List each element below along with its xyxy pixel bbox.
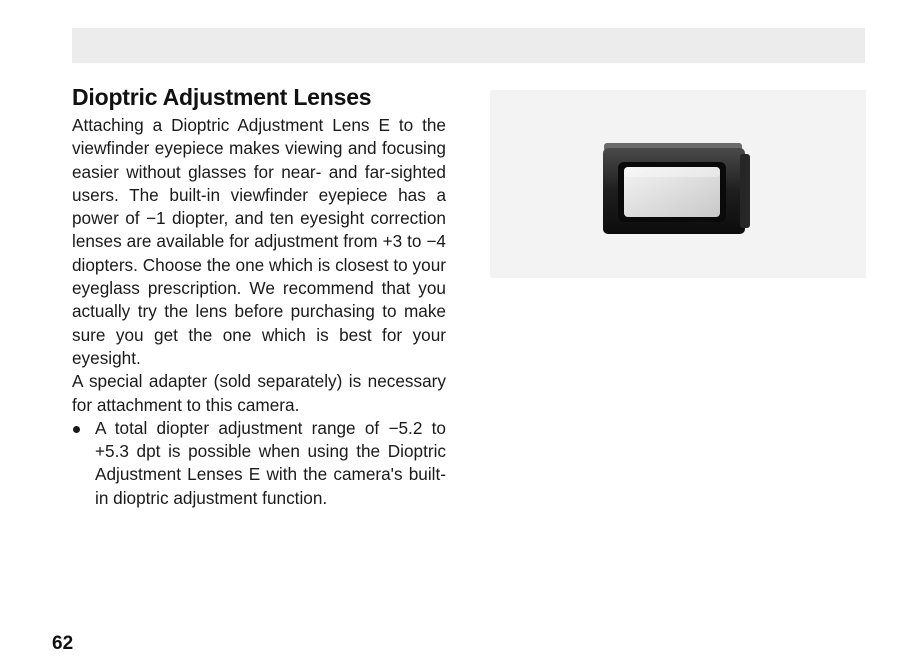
bullet-item (72, 417, 446, 510)
paragraph-adapter: A special adapter (sold separately) is necessary for attachment to this camera. (72, 371, 446, 415)
paragraph-intro: Attaching a Dioptric Adjustment Lens E to the viewfinder eyepiece makes viewing and focusing easier without glasses for near- and far-sighted users. The built-in viewfinder eyepiece has a power of −1 diopter, and ten eyesight correction lenses are available for adjustment from +3 to −4 diopters. Choose the one which is closest to your eyeglass prescription. We recommend that you actually try the lens before purchasing to make sure you get the one which is best for your eyesight. (72, 115, 446, 368)
page-number: 62 (52, 633, 74, 654)
dioptric-lens-illustration (602, 140, 752, 234)
page-title: Dioptric Adjustment Lenses (72, 84, 372, 110)
header-band (72, 28, 865, 63)
bullet-text: A total diopter adjustment range of −5.2 to +5.3 dpt is possible when using the Dioptric Adjustment Lenses E with the camera's built-in dioptric adjustment function. (95, 417, 446, 508)
bullet-dot-icon (73, 426, 80, 433)
body-text (72, 114, 446, 510)
